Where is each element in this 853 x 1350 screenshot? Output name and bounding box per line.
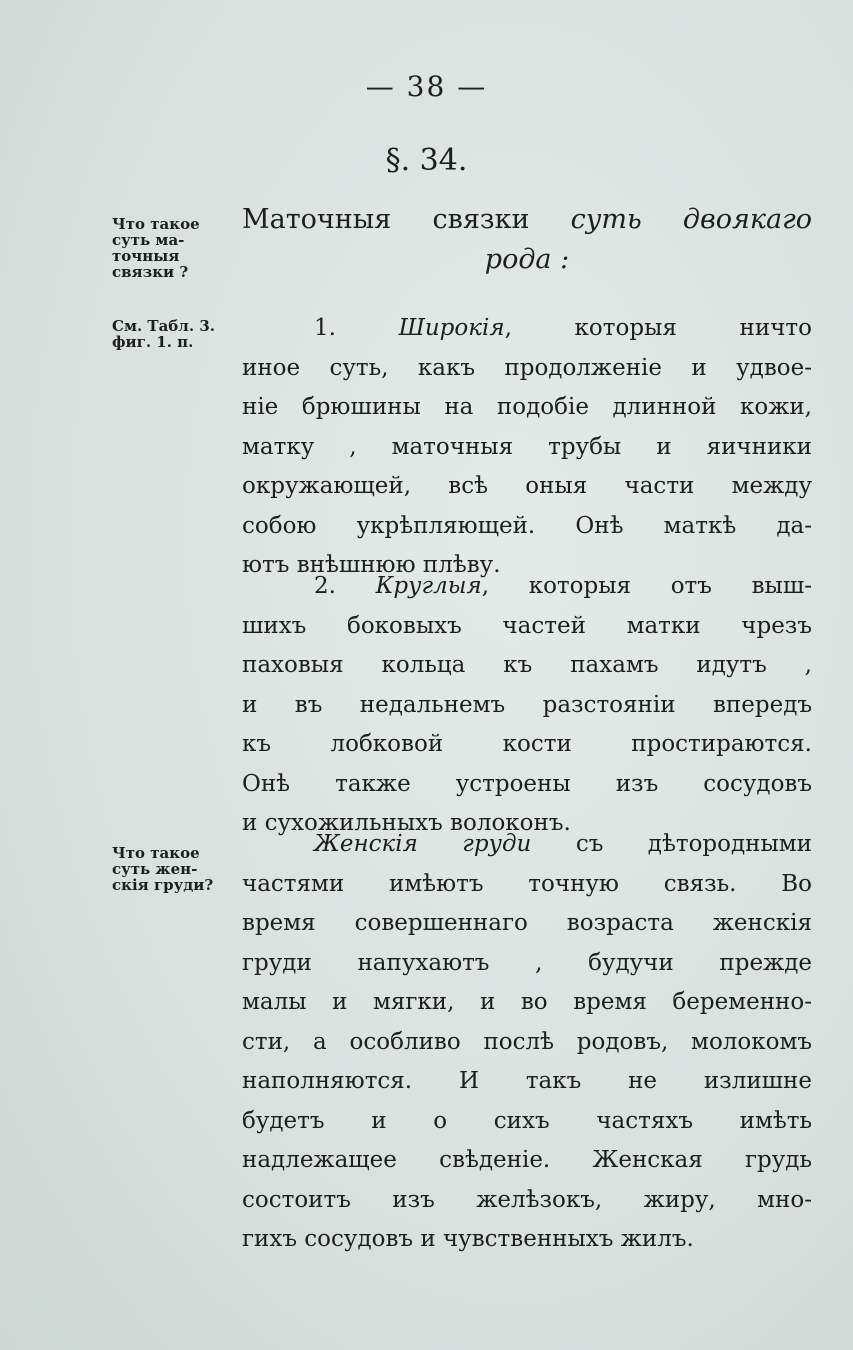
text-line: и сухожильныхъ волоконъ.	[242, 810, 571, 836]
page-number: — 38 —	[365, 70, 488, 103]
item-number: 1.	[314, 315, 399, 341]
paragraph-broad-ligaments	[242, 309, 812, 586]
text-fragment: съ дѣтородными	[531, 831, 812, 857]
text-line: шихъ боковыхъ частей матки чрезъ	[242, 612, 812, 639]
text-fragment: , которыя ничто	[504, 315, 812, 341]
margin-note-line: суть жен-	[112, 860, 198, 878]
text-line: ніе брюшины на подобіе длинной кожи,	[242, 394, 812, 420]
text-line: къ лобковой кости простираются.	[242, 731, 812, 757]
text-line: окружающей, всѣ оныя части между	[242, 473, 812, 499]
margin-note-line: См. Табл. 3.	[112, 317, 215, 335]
margin-note-line: связки ?	[112, 263, 189, 281]
margin-note-line: Что такое	[112, 215, 200, 233]
margin-note-line: суть ма-	[112, 231, 185, 249]
text-line: груди напухаютъ , будучи прежде	[242, 949, 812, 976]
text-line: Онѣ также устроены изъ сосудовъ	[242, 770, 812, 797]
section-heading	[242, 200, 812, 279]
heading-italic-text: суть двоякаго	[570, 204, 812, 235]
text-line	[242, 825, 812, 865]
section-number: §. 34.	[385, 143, 468, 178]
margin-note-line: точныя	[112, 247, 180, 265]
text-line: наполняются. И такъ не излишне	[242, 1068, 812, 1094]
text-line: и въ недальнемъ разстояніи впередъ	[242, 691, 812, 718]
paragraph-breasts	[242, 825, 812, 1260]
text-line: матку , маточныя трубы и яичники	[242, 433, 812, 460]
heading-text: Маточныя связки	[242, 204, 571, 235]
text-line: малы и мягки, и во время беременно-	[242, 989, 812, 1015]
text-line: состоитъ изъ желѣзокъ, жиру, мно-	[242, 1186, 812, 1213]
term-italic: Широкія	[398, 315, 505, 341]
margin-note-ligaments	[112, 216, 242, 280]
text-line	[242, 567, 812, 607]
margin-note-line: фиг. 1. п.	[112, 333, 194, 351]
text-line: сти, а особливо послѣ родовъ, молокомъ	[242, 1028, 812, 1055]
text-line: надлежащее свѣденіе. Женская грудь	[242, 1147, 812, 1173]
margin-note-breasts	[112, 845, 242, 893]
heading-line-1	[242, 200, 812, 240]
term-italic: Круглыя	[375, 573, 482, 599]
text-line: будетъ и о сихъ частяхъ имѣть	[242, 1107, 812, 1134]
text-line: ютъ внѣшнюю плѣву.	[242, 552, 501, 578]
paragraph-round-ligaments	[242, 567, 812, 844]
item-number: 2.	[314, 573, 376, 599]
margin-note-figure-ref	[112, 318, 242, 350]
margin-note-line: Что такое	[112, 844, 200, 862]
text-line: собою укрѣпляющей. Онѣ маткѣ да-	[242, 512, 812, 539]
text-line: паховыя кольца къ пахамъ идутъ ,	[242, 652, 812, 678]
heading-line-2: рода :	[484, 243, 570, 275]
term-italic: Женскія груди	[314, 831, 532, 857]
margin-note-line: скія груди?	[112, 876, 214, 894]
text-line: гихъ сосудовъ и чувственныхъ жилъ.	[242, 1226, 694, 1252]
text-fragment: , которыя отъ выш-	[481, 573, 812, 599]
text-line: иное суть, какъ продолженіе и удвое-	[242, 354, 812, 381]
text-line: время совершеннаго возраста женскія	[242, 910, 812, 936]
text-line	[242, 309, 812, 349]
text-line: частями имѣютъ точную связь. Во	[242, 870, 812, 897]
